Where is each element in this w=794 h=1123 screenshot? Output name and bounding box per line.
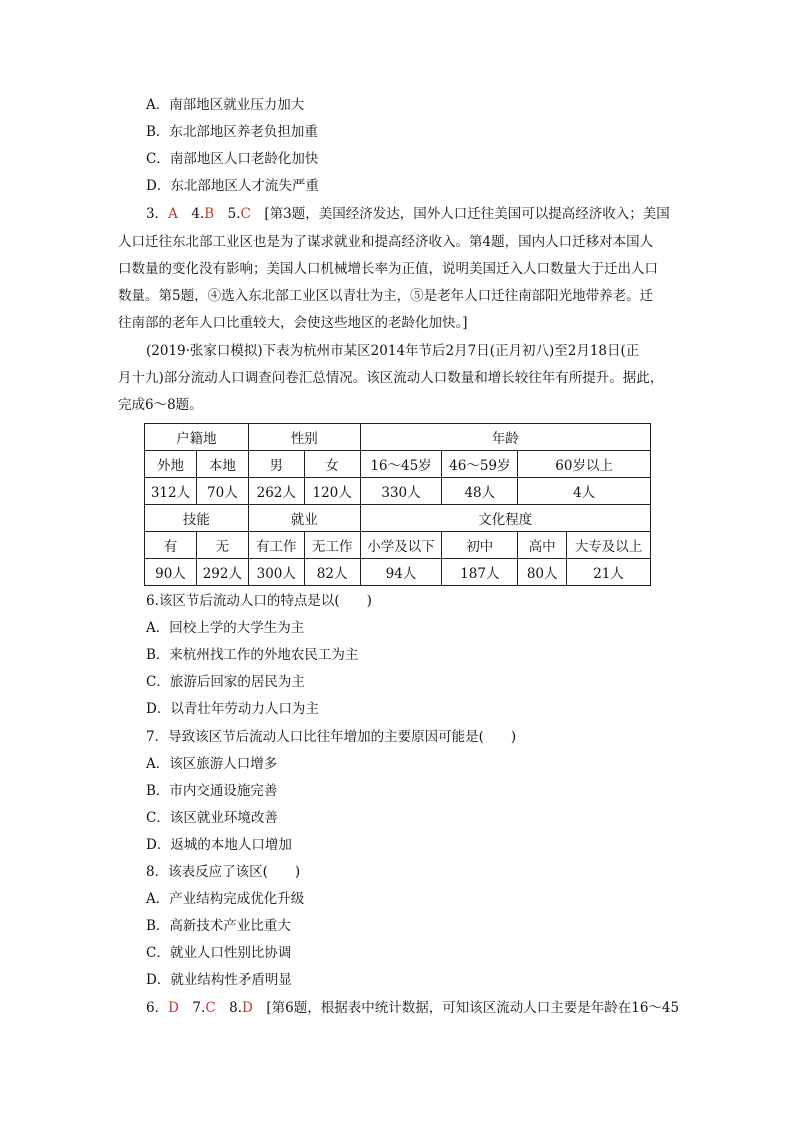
table-header: 年龄 xyxy=(360,424,650,451)
table-cell: 330人 xyxy=(360,478,442,505)
answer-5: C xyxy=(240,206,251,222)
table-cell: 有工作 xyxy=(248,532,304,559)
answer-explanation-line xyxy=(146,998,679,1018)
table-cell: 300人 xyxy=(248,559,304,586)
table-cell: 46～59岁 xyxy=(442,451,518,478)
table-cell: 外地 xyxy=(145,451,197,478)
question-7-stem: 7．导致该区节后流动人口比往年增加的主要原因可能是( ) xyxy=(146,729,517,745)
question-6-stem: 6.该区节后流动人口的特点是以( ) xyxy=(146,593,372,609)
option-b: B．来杭州找工作的外地农民工为主 xyxy=(146,647,359,663)
table-cell: 60岁以上 xyxy=(518,451,651,478)
table-row xyxy=(145,505,651,532)
option-d: D．返城的本地人口增加 xyxy=(146,837,292,853)
table-cell: 有 xyxy=(145,532,197,559)
table-cell: 4人 xyxy=(518,478,651,505)
table-row xyxy=(145,478,651,505)
answer-text: 人口迁往东北部工业区也是为了谋求就业和提高经济收入。第4题，国内人口迁移对本国人 xyxy=(118,234,654,250)
answer-sep: 7. xyxy=(178,1000,206,1016)
table-cell: 初中 xyxy=(442,532,518,559)
intro-text: 月十九)部分流动人口调查问卷汇总情况。该区流动人口数量和增长较往年有所提升。据此， xyxy=(118,370,664,386)
option-c: C．该区就业环境改善 xyxy=(146,810,278,826)
table-cell: 小学及以下 xyxy=(360,532,442,559)
table-cell: 大专及以上 xyxy=(567,532,651,559)
answer-text: 数量。第5题，④选入东北部工业区以青壮为主，⑤是老年人口迁往南部阳光地带养老。迁 xyxy=(118,288,654,304)
answer-sep: 8. xyxy=(215,1000,243,1016)
table-cell: 女 xyxy=(304,451,360,478)
answer-prefix: 3． xyxy=(146,206,169,222)
table-cell: 无工作 xyxy=(304,532,360,559)
table-header: 技能 xyxy=(145,505,249,532)
table-cell: 90人 xyxy=(145,559,197,586)
table-header: 就业 xyxy=(248,505,360,532)
option-c: C．就业人口性别比协调 xyxy=(146,945,292,961)
answer-8: D xyxy=(242,1000,253,1016)
table-row xyxy=(145,559,651,586)
answer-3: A xyxy=(168,206,178,222)
option-a: A．南部地区就业压力加大 xyxy=(146,97,305,113)
option-d: D．就业结构性矛盾明显 xyxy=(146,972,292,988)
option-d: D．东北部地区人才流失严重 xyxy=(146,178,319,194)
option-a: A．回校上学的大学生为主 xyxy=(146,620,305,636)
option-c: C．旅游后回家的居民为主 xyxy=(146,674,305,690)
table-cell: 男 xyxy=(248,451,304,478)
option-a: A．该区旅游人口增多 xyxy=(146,756,278,772)
answer-sep: 4. xyxy=(177,206,205,222)
option-c: C．南部地区人口老龄化加快 xyxy=(146,151,319,167)
intro-text: 完成6～8题。 xyxy=(118,397,203,413)
survey-table xyxy=(144,423,651,586)
option-a: A．产业结构完成优化升级 xyxy=(146,891,305,907)
option-b: B．高新技术产业比重大 xyxy=(146,918,291,934)
answer-sep: 5. xyxy=(214,206,241,222)
intro-text: (2019·张家口模拟)下表为杭州市某区2014年节后2月7日(正月初八)至2月18日(正 xyxy=(146,343,640,359)
answer-6: D xyxy=(168,1000,179,1016)
table-cell: 高中 xyxy=(518,532,567,559)
table-cell: 无 xyxy=(196,532,248,559)
table-cell: 187人 xyxy=(442,559,518,586)
table-header: 性别 xyxy=(248,424,360,451)
table-header: 文化程度 xyxy=(360,505,650,532)
table-cell: 70人 xyxy=(196,478,248,505)
table-cell: 本地 xyxy=(196,451,248,478)
table-cell: 16～45岁 xyxy=(360,451,442,478)
option-d: D．以青壮年劳动力人口为主 xyxy=(146,701,319,717)
table-cell: 94人 xyxy=(360,559,442,586)
answer-prefix: 6． xyxy=(146,1000,169,1016)
table-row xyxy=(145,451,651,478)
answer-text: [第3题，美国经济发达，国外人口迁往美国可以提高经济收入；美国 xyxy=(250,206,670,222)
table-cell: 312人 xyxy=(145,478,197,505)
answer-7: C xyxy=(205,1000,216,1016)
option-b: B．东北部地区养老负担加重 xyxy=(146,124,318,140)
table-row xyxy=(145,424,651,451)
question-8-stem: 8．该表反应了该区( ) xyxy=(146,864,301,880)
table-cell: 21人 xyxy=(567,559,651,586)
answer-4: B xyxy=(204,206,215,222)
table-cell: 262人 xyxy=(248,478,304,505)
table-cell: 48人 xyxy=(442,478,518,505)
table-cell: 80人 xyxy=(518,559,567,586)
answer-text: 往南部的老年人口比重较大，会使这些地区的老龄化加快。] xyxy=(118,315,468,331)
answer-text: [第6题，根据表中统计数据，可知该区流动人口主要是年龄在16～45 xyxy=(252,1000,680,1016)
table-cell: 292人 xyxy=(196,559,248,586)
table-cell: 120人 xyxy=(304,478,360,505)
answer-explanation-line xyxy=(146,204,670,224)
table-cell: 82人 xyxy=(304,559,360,586)
table-header: 户籍地 xyxy=(145,424,249,451)
answer-text: 口数量的变化没有影响；美国人口机械增长率为正值，说明美国迁入人口数量大于迁出人口 xyxy=(118,261,658,277)
table-row xyxy=(145,532,651,559)
option-b: B．市内交通设施完善 xyxy=(146,783,278,799)
